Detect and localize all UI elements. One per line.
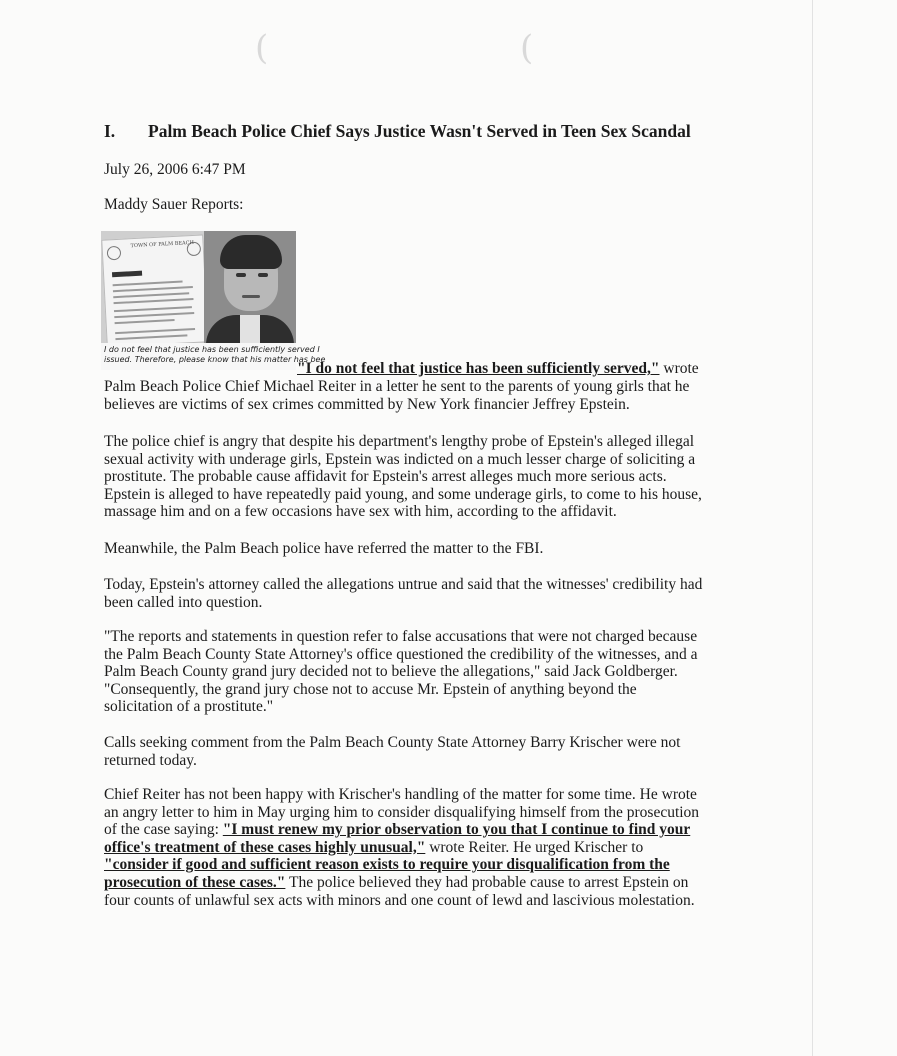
article-heading bbox=[104, 121, 744, 142]
letter-document-image bbox=[101, 234, 209, 347]
quote-link: "I do not feel that justice has been sufficiently served," bbox=[297, 360, 660, 377]
seal-icon bbox=[107, 246, 122, 261]
paragraph-3: Meanwhile, the Palm Beach police have referred the matter to the FBI. bbox=[104, 540, 544, 557]
portrait-image bbox=[204, 231, 296, 343]
paragraph-1: Palm Beach Police Chief Michael Reiter in a letter he sent to the parents of young girls that he believes are victims of sex crimes committed by New York financier Jeffrey Epstein. bbox=[104, 378, 690, 413]
article-photo bbox=[101, 231, 326, 370]
letterhead-text: TOWN OF PALM BEACH bbox=[130, 239, 195, 250]
paragraph-5: "The reports and statements in question refer to false accusations that were not charged because the Palm Beach County State Attorney's office questioned the credibility of the witnesses, and a Palm Beach County grand jury decided not to believe the allegations," said Jack Goldberger. "Consequently, the grand jury chose not to accuse Mr. Epstein of anything beyond the solicitation of a prostitute." bbox=[104, 628, 698, 716]
quote-link: "I must renew my prior observation to you that I continue to find your bbox=[222, 821, 691, 839]
paragraph-6: Calls seeking comment from the Palm Beach County State Attorney Barry Krischer were not returned today. bbox=[104, 734, 681, 769]
quote-link: prosecution of these cases." bbox=[104, 873, 286, 891]
heading-number: I. bbox=[104, 121, 116, 141]
paragraph-2: The police chief is angry that despite his department's lengthy probe of Epstein's alleged illegal sexual activity with underage girls, Epstein was indicted on a much lesser charge of soliciting a prostitute. The probable cause affidavit for Epstein's arrest alleges much more serious acts. Epstein is alleged to have repeatedly paid young, and some underage girls, to come to his house, massage him and on a few occasions have sex with him, according to the affidavit. bbox=[104, 433, 702, 521]
photo-caption: I do not feel that justice has been sufficiently served I issued. Therefore, please know that his matter has bee bbox=[101, 343, 296, 370]
byline: Maddy Sauer Reports: bbox=[104, 196, 244, 213]
paragraph-4: Today, Epstein's attorney called the allegations untrue and said that the witnesses' credibility had been called into question. bbox=[104, 576, 703, 611]
paragraph-7: Chief Reiter has not been happy with Krischer's handling of the matter for some time. He wrote an angry letter to him in May urging him to consider disqualifying himself from the prosecution of the case saying: "I must renew my prior observation to you that I continue to find your office's treatment of these cases highly unusual," wrote Reiter. He urged Krischer to "consider if good and sufficient reason exists to require your disqualification from the prosecution of these cases." The police believed they had probable cause to arrest Epstein on four counts of unlawful sex acts with minors and one count of lewd and lascivious molestation. bbox=[104, 786, 700, 909]
quote-link: "consider if good and sufficient reason exists to require your disqualification from the bbox=[104, 856, 670, 874]
quote-link: office's treatment of these cases highly unusual," bbox=[104, 838, 426, 856]
scan-mark-right: ( bbox=[520, 28, 534, 68]
paragraph-1-first-line: "I do not feel that justice has been sufficiently served," wrote bbox=[297, 360, 699, 377]
page-edge bbox=[812, 0, 813, 1056]
dateline: July 26, 2006 6:47 PM bbox=[104, 161, 246, 178]
heading-title: Palm Beach Police Chief Says Justice Wasn't Served in Teen Sex Scandal bbox=[148, 121, 691, 141]
scan-mark-left: ( bbox=[255, 28, 269, 68]
